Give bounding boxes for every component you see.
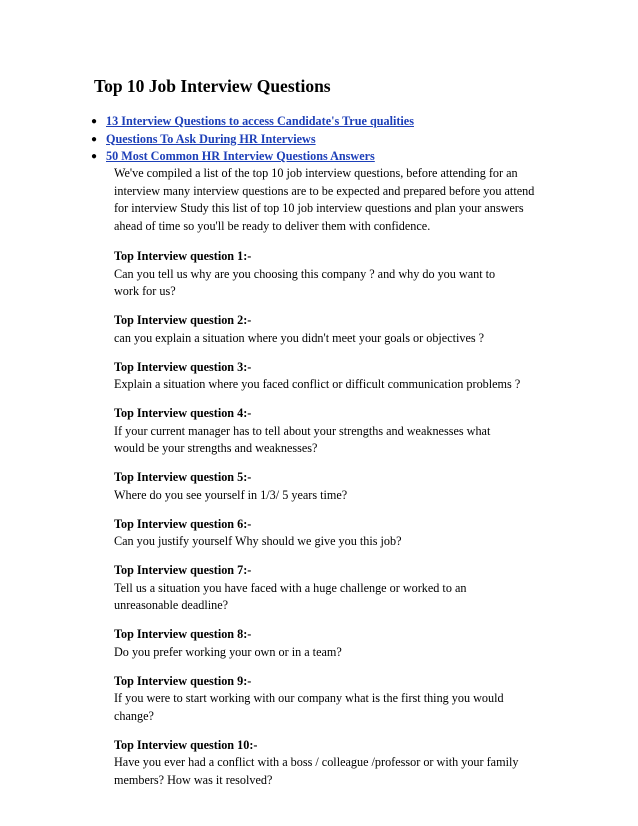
question-label: Top Interview question 8:- — [114, 627, 252, 641]
question-text: If you were to start working with our company what is the first thing you would change? — [114, 691, 504, 723]
intro-paragraph: We've compiled a list of the top 10 job interview questions, before attending for an interview many interview questions are to be expected and prepared before you attend for interview Study this list of top 10 job interview questions and plan your answers ahead of time so you'll be ready to deliver them with confidence. — [114, 166, 535, 233]
question-label: Top Interview question 2:- — [114, 313, 252, 327]
question-text: Can you tell us why are you choosing this company ? and why do you want to work for us? — [114, 266, 496, 298]
bullet-icon: ● — [91, 116, 98, 127]
question-block — [114, 737, 554, 790]
question-block — [114, 516, 554, 551]
question-label: Top Interview question 5:- — [114, 470, 252, 484]
link-13-interview-questions[interactable]: 13 Interview Questions to access Candidate's True qualities — [106, 114, 414, 128]
question-block — [114, 359, 554, 394]
link-hr-interview-questions[interactable]: Questions To Ask During HR Interviews — [106, 131, 316, 146]
question-block — [114, 562, 554, 615]
bullet-icon: ● — [91, 151, 98, 162]
question-block — [114, 248, 554, 301]
question-label: Top Interview question 7:- — [114, 563, 252, 577]
question-block — [114, 469, 554, 504]
question-block — [114, 673, 554, 726]
question-label: Top Interview question 6:- — [114, 516, 252, 531]
question-block — [114, 626, 554, 661]
link-50-common-hr-questions[interactable]: 50 Most Common HR Interview Questions Answers — [106, 149, 375, 163]
bullet-icon: ● — [91, 133, 98, 145]
question-text: can you explain a situation where you didn't meet your goals or objectives ? — [114, 330, 485, 345]
question-text: Can you justify yourself Why should we give you this job? — [114, 534, 402, 548]
question-text: Have you ever had a conflict with a boss / colleague /professor or with your family members? How was it resolved? — [114, 755, 519, 787]
page-title: Top 10 Job Interview Questions — [94, 76, 331, 96]
question-label: Top Interview question 9:- — [114, 673, 252, 688]
question-block — [114, 405, 554, 458]
question-text: Do you prefer working your own or in a team? — [114, 644, 342, 659]
question-text: Tell us a situation you have faced with a huge challenge or worked to an unreasonable deadline? — [114, 580, 467, 612]
article-body — [114, 165, 554, 801]
question-text: If your current manager has to tell about your strengths and weaknesses what would be your strengths and weaknesses? — [114, 423, 491, 455]
question-label: Top Interview question 3:- — [114, 359, 252, 374]
question-label: Top Interview question 1:- — [114, 249, 252, 263]
question-text: Explain a situation where you faced conflict or difficult communication problems ? — [114, 377, 521, 391]
question-block — [114, 312, 554, 347]
question-text: Where do you see yourself in 1/3/ 5 years time? — [114, 487, 348, 502]
question-label: Top Interview question 4:- — [114, 406, 252, 420]
question-label: Top Interview question 10:- — [114, 737, 258, 752]
